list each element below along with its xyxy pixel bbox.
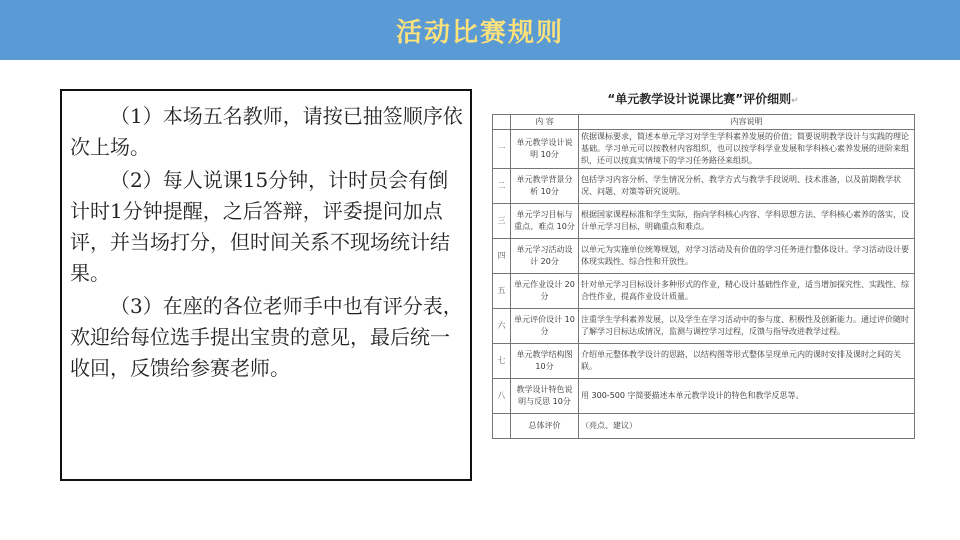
row-desc: 包括学习内容分析、学生情况分析、教学方式与教学手段说明、技术准备，以及前期教学状况、问题、对策等研究说明。 bbox=[579, 169, 915, 204]
row-number: 八 bbox=[493, 379, 511, 414]
evaluation-document bbox=[492, 84, 914, 480]
rule-2: （2）每人说课15分钟，计时员会有倒计时1分钟提醒，之后答辩，评委提问加点评，并当场打分，但时间关系不现场统计结果。 bbox=[70, 168, 450, 285]
table-row bbox=[493, 274, 915, 309]
table-row bbox=[493, 169, 915, 204]
table-row bbox=[493, 379, 915, 414]
row-desc: 介绍单元整体教学设计的思路，以结构图等形式整体呈现单元内的课时安排及课时之间的关联。 bbox=[579, 344, 915, 379]
header-desc-cell: 内容说明 bbox=[579, 115, 915, 130]
table-row bbox=[493, 344, 915, 379]
table-total-row bbox=[493, 414, 915, 439]
row-desc: 以单元为实施单位统筹规划，对学习活动及有价值的学习任务进行整体设计。学习活动设计要体现实践性、综合性和开放性。 bbox=[579, 239, 915, 274]
header-content-cell: 内 容 bbox=[511, 115, 579, 130]
row-item: 单元学习活动设计 20分 bbox=[511, 239, 579, 274]
slide-title: 活动比赛规则 bbox=[395, 17, 564, 48]
row-desc: 用 300-500 字简要描述本单元教学设计的特色和教学反思等。 bbox=[579, 379, 915, 414]
return-mark-icon: ↵ bbox=[791, 96, 799, 106]
document-title: “单元教学设计说课比赛”评价细则↵ bbox=[607, 92, 799, 106]
title-bar bbox=[0, 0, 960, 60]
row-number: 一 bbox=[493, 130, 511, 169]
rules-box bbox=[60, 89, 472, 481]
row-desc: 依据课标要求，简述本单元学习对学生学科素养发展的价值；简要说明教学设计与实践的理论基础。学习单元可以按教材内容组织，也可以按学科学业发展和学科核心素养发展的进阶来组织，还可以按真实情境下的学习任务路径来组织。 bbox=[579, 130, 915, 169]
row-number: 五 bbox=[493, 274, 511, 309]
row-number: 六 bbox=[493, 309, 511, 344]
header-blank-cell bbox=[493, 115, 511, 130]
row-number: 二 bbox=[493, 169, 511, 204]
row-item: 单元教学结构图 10分 bbox=[511, 344, 579, 379]
table-row bbox=[493, 309, 915, 344]
row-item: 单元评价设计 10分 bbox=[511, 309, 579, 344]
row-item: 单元教学设计说明 10分 bbox=[511, 130, 579, 169]
evaluation-table bbox=[492, 114, 915, 439]
table-header-row bbox=[493, 115, 915, 130]
row-number: 七 bbox=[493, 344, 511, 379]
row-item: 单元学习目标与重点、难点 10分 bbox=[511, 204, 579, 239]
row-item: 单元教学背景分析 10分 bbox=[511, 169, 579, 204]
row-item: 单元作业设计 20分 bbox=[511, 274, 579, 309]
total-desc: （亮点、建议） bbox=[579, 414, 915, 439]
table-row bbox=[493, 130, 915, 169]
table-row bbox=[493, 204, 915, 239]
row-desc: 注重学生学科素养发展，以及学生在学习活动中的参与度、积极性及创新能力。通过评价随时了解学习目标达成情况，监测与调控学习过程，反馈与指导改进教学过程。 bbox=[579, 309, 915, 344]
row-number: 三 bbox=[493, 204, 511, 239]
total-label: 总体评价 bbox=[511, 414, 579, 439]
row-desc: 根据国家课程标准和学生实际，指向学科核心内容、学科思想方法、学科核心素养的落实，设计单元学习目标，明确重点和难点。 bbox=[579, 204, 915, 239]
row-item: 教学设计特色说明与反思 10分 bbox=[511, 379, 579, 414]
total-blank-cell bbox=[493, 414, 511, 439]
row-number: 四 bbox=[493, 239, 511, 274]
table-row bbox=[493, 239, 915, 274]
row-desc: 针对单元学习目标设计多种形式的作业，精心设计基础性作业，适当增加探究性、实践性、综合性作业，提高作业设计质量。 bbox=[579, 274, 915, 309]
rule-3: （3）在座的各位老师手中也有评分表，欢迎给每位选手提出宝贵的意见，最后统一收回，反馈给参赛老师。 bbox=[70, 294, 463, 380]
rule-1: （1）本场五名教师，请按已抽签顺序依次上场。 bbox=[70, 104, 463, 159]
